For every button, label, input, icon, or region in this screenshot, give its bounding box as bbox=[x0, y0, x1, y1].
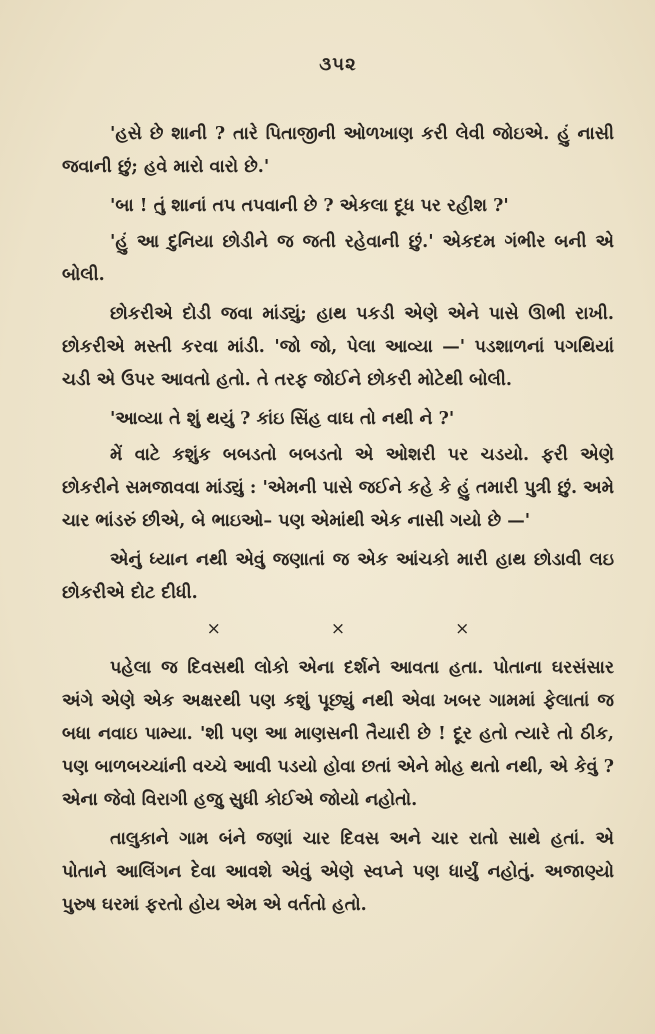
paragraph-1: 'હસે છે શાની ? તારે પિતાજીની ઓળખાણ કરી લેવી જોઇએ. હું નાસી જવાની છું; હવે મારો વારો છે.' bbox=[62, 124, 614, 177]
paragraph-2: 'બા ! તું શાનાં તપ તપવાની છે ? એકલા દૂધ પર રહીશ ?' bbox=[110, 196, 509, 216]
paragraph-8: પહેલા જ દિવસથી લોકો એના દર્શને આવતા હતા. પોતાના ઘરસંસાર અંગે એણે એક અક્ષરથી પણ કશું પૂછ્યું નથી એવા ખબર ગામમાં ફેલાતાં જ બધા નવાઇ પામ્યા. 'શી પણ આ માણસની તૈયારી છે ! દૂર હતો ત્યારે તો ઠીક, પણ બાળબચ્ચાંની વચ્ચે આવી પડયો હોવા છતાં એને મોહ થતો નથી, એ કેવું ? એના જેવો વિરાગી હજુ સુધી કોઈએ જોયો નહોતો. bbox=[62, 658, 614, 810]
section-separator bbox=[62, 613, 614, 646]
book-page bbox=[62, 0, 614, 1034]
paragraph-3: 'હું આ દુનિયા છોડીને જ જતી રહેવાની છું.' એકદમ ગંભીર બની એ બોલી. bbox=[62, 232, 614, 285]
page-number: ૩૫૨ bbox=[319, 54, 357, 75]
paragraph-5: 'આવ્યા તે શું થયું ? કાંઇ સિંહ વાઘ તો નથી ને ?' bbox=[110, 409, 455, 429]
paragraph-7: એનું ધ્યાન નથી એવું જણાતાં જ એક આંચકો મારી હાથ છોડાવી લઇ છોકરીએ દોટ દીધી. bbox=[62, 550, 614, 603]
separator-mark: × bbox=[455, 619, 470, 639]
paragraph-9: તાલુકાને ગામ બંને જણાં ચાર દિવસ અને ચાર રાતો સાથે હતાં. એ પોતાને આલિંગન દેવા આવશે એવું એણે સ્વપ્ને પણ ધાર્યું નહોતું. અજાણ્યો પુરુષ ઘરમાં ફરતો હોય એમ એ વર્તતો હતો. bbox=[62, 829, 614, 915]
paragraph-4: છોકરીએ દોડી જવા માંડ્યું; હાથ પકડી એણે એને પાસે ઊભી રાખી. છોકરીએ મસ્તી કરવા માંડી. 'જો જો, પેલા આવ્યા —' પડશાળનાં પગથિયાં ચડી એ ઉપર આવતો હતો. તે તરફ જોઈને છોકરી મોટેથી બોલી. bbox=[62, 304, 614, 390]
page-body bbox=[62, 118, 614, 928]
paragraph-6: મેં વાટે કશુંક બબડતો બબડતો એ ઓશરી પર ચડયો. ફરી એણે છોકરીને સમજાવવા માંડ્યું : 'એમની પાસે જઈને કહે કે હું તમારી પુત્રી છું. અમે ચાર ભાંડરું છીએ, બે ભાઇઓ– પણ એમાંથી એક નાસી ગયો છે —' bbox=[62, 445, 614, 531]
separator-mark: × bbox=[206, 619, 221, 639]
separator-mark: × bbox=[330, 619, 346, 639]
